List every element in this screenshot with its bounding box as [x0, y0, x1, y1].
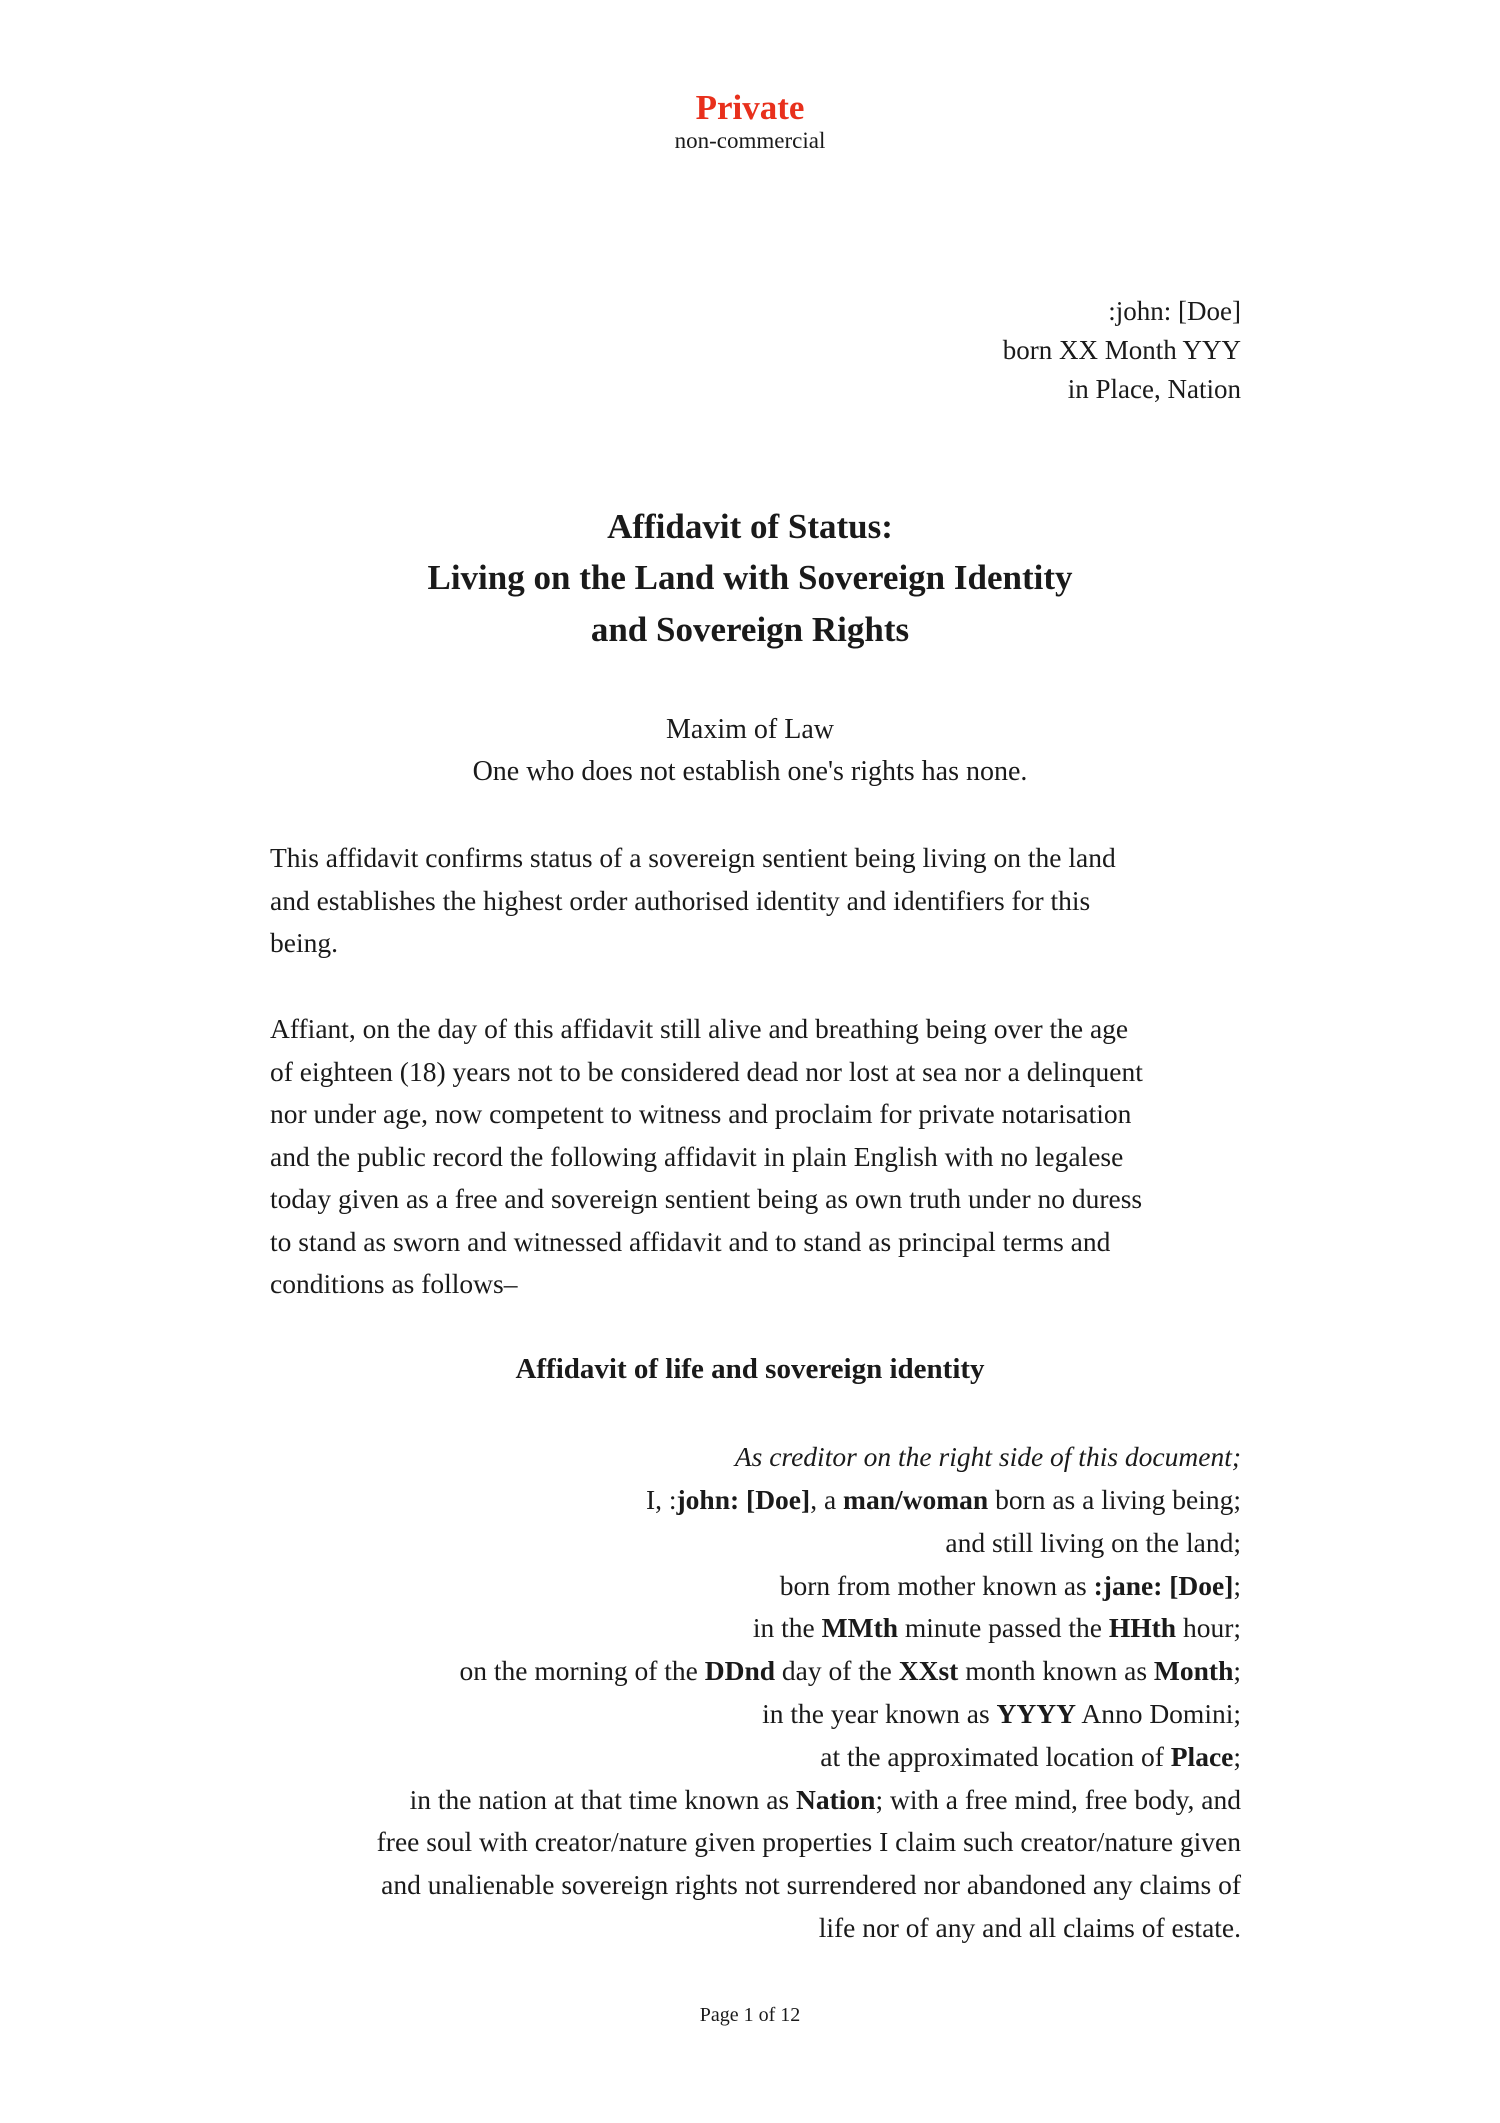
bold-term: Place — [1170, 1740, 1234, 1772]
text-segment: day of the — [775, 1655, 899, 1687]
declaration-line — [762, 1698, 1241, 1730]
text-segment: Anno Domini; — [1075, 1698, 1241, 1729]
text-segment: and unalienable sovereign rights not surrendered nor abandoned any claims of — [381, 1869, 1241, 1901]
paragraph-line: to stand as sworn and witnessed affidavit and to stand as principal terms and — [270, 1225, 1111, 1257]
bold-term: DDnd — [704, 1655, 776, 1687]
declaration-line — [410, 1784, 1241, 1816]
document-title-line-3: and Sovereign Rights — [590, 610, 910, 649]
non-commercial-label: non-commercial — [674, 128, 826, 153]
text-segment: ; with a free mind, free body, and — [875, 1783, 1241, 1815]
text-segment: hour; — [1176, 1612, 1241, 1644]
bold-term: Nation — [796, 1783, 876, 1815]
text-segment: minute passed the — [898, 1612, 1109, 1644]
bold-term: XXst — [898, 1655, 959, 1687]
page-number: Page 1 of 12 — [699, 2004, 801, 2026]
bold-term: john: [Doe] — [676, 1484, 811, 1515]
address-name: :john: [Doe] — [1108, 296, 1241, 326]
bold-term: MMth — [821, 1612, 899, 1644]
document-title-line-1: Affidavit of Status: — [607, 507, 893, 546]
paragraph-line: and establishes the highest order authorised identity and identifiers for this — [270, 884, 1091, 916]
text-segment: , a — [810, 1484, 844, 1515]
declaration-line — [753, 1612, 1241, 1644]
text-segment: in the — [752, 1612, 822, 1644]
text-segment: ; — [1233, 1655, 1241, 1687]
paragraph-line: being. — [270, 927, 338, 958]
text-segment: month known as — [958, 1655, 1154, 1687]
paragraph-line: and the public record the following affidavit in plain English with no legalese — [270, 1140, 1124, 1172]
document-title-line-2: Living on the Land with Sovereign Identity — [427, 558, 1073, 597]
bold-term: HHth — [1108, 1612, 1177, 1644]
declaration-line — [381, 1869, 1241, 1901]
paragraph-line: Affiant, on the day of this affidavit still alive and breathing being over the age — [270, 1013, 1129, 1044]
declaration-line — [646, 1484, 1241, 1516]
text-segment: born from mother known as — [779, 1569, 1094, 1601]
maxim-text: One who does not establish one's rights has none. — [472, 756, 1028, 787]
address-birth: born XX Month YYY — [1002, 335, 1241, 365]
declaration-line — [460, 1655, 1241, 1687]
text-segment: ; — [1233, 1569, 1241, 1601]
text-segment: life nor of any and all claims of estate. — [818, 1912, 1241, 1943]
text-segment: born as a living being; — [988, 1484, 1241, 1515]
bold-term: man/woman — [843, 1484, 989, 1515]
declaration-intro: As creditor on the right side of this document; — [734, 1441, 1241, 1472]
private-label: Private — [695, 88, 805, 127]
declaration-line — [945, 1527, 1241, 1559]
text-segment: free soul with creator/nature given properties I claim such creator/nature given — [376, 1826, 1241, 1858]
declaration-line — [780, 1570, 1241, 1602]
paragraph-line: of eighteen (18) years not to be considered dead nor lost at sea nor a delinquent — [270, 1055, 1143, 1087]
text-segment: I, : — [645, 1484, 677, 1515]
paragraph-line: nor under age, now competent to witness and proclaim for private notarisation — [270, 1098, 1132, 1129]
text-segment: and still living on the land; — [945, 1526, 1241, 1558]
address-place: in Place, Nation — [1067, 374, 1241, 404]
paragraph-line: conditions as follows– — [270, 1268, 518, 1299]
section-heading: Affidavit of life and sovereign identity — [515, 1353, 985, 1385]
text-segment: in the year known as — [762, 1698, 997, 1729]
declaration-line — [820, 1741, 1241, 1773]
paragraph-line: This affidavit confirms status of a sovereign sentient being living on the land — [270, 842, 1116, 873]
text-segment: ; — [1233, 1740, 1241, 1772]
declaration-line — [377, 1826, 1241, 1858]
bold-term: :jane: [Doe] — [1093, 1569, 1234, 1601]
text-segment: on the morning of the — [459, 1655, 705, 1687]
maxim-heading: Maxim of Law — [666, 714, 834, 745]
text-segment: at the approximated location of — [820, 1740, 1171, 1772]
bold-term: Month — [1153, 1655, 1234, 1687]
declaration-line — [819, 1912, 1241, 1944]
text-segment: in the nation at that time known as — [409, 1783, 797, 1815]
paragraph-line: today given as a free and sovereign sentient being as own truth under no duress — [270, 1183, 1143, 1214]
bold-term: YYYY — [996, 1698, 1076, 1729]
